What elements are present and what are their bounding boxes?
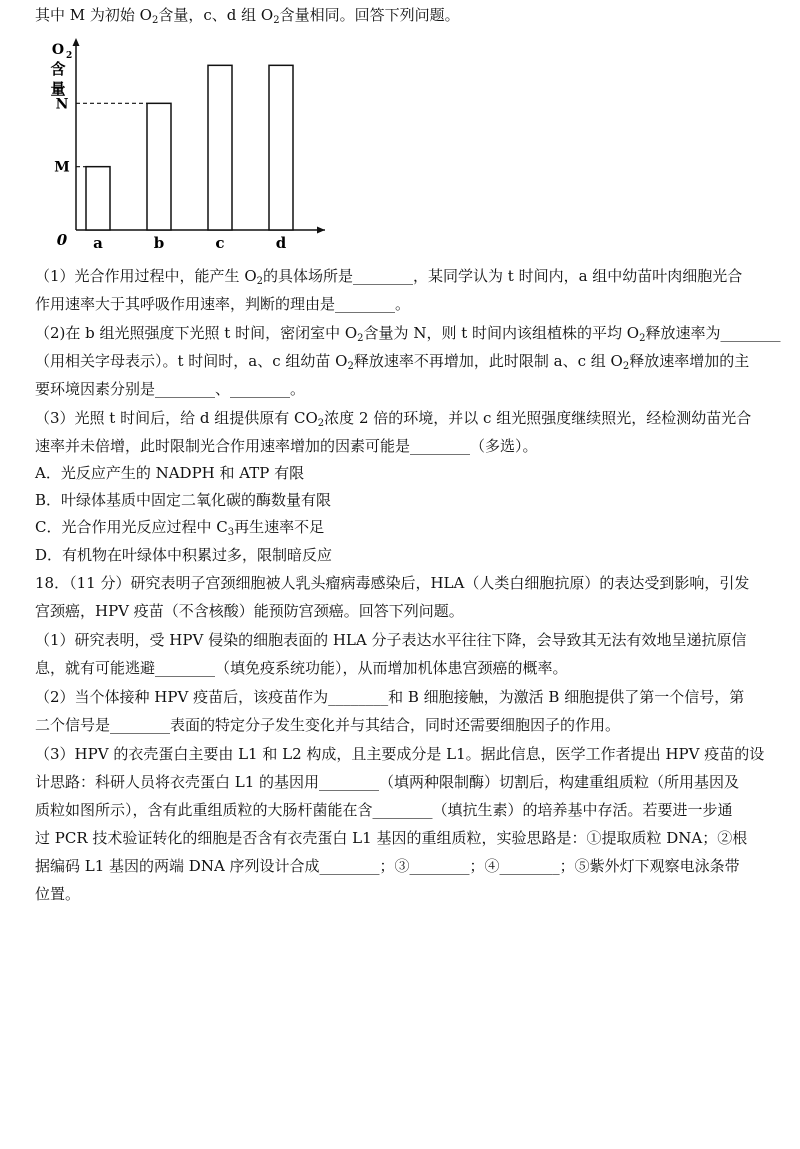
q2-l2-c: 释放速率增加的主: [629, 352, 750, 370]
x-axis-arrow: [317, 227, 325, 234]
q18-p1-2: 息，就有可能逃避________（填免疫系统功能），从而增加机体患宫颈癌的概率。: [35, 659, 568, 677]
q3-opt-b-text: B．叶绿体基质中固定二氧化碳的酶数量有限: [35, 491, 332, 509]
y-axis-label-char: 量: [50, 80, 66, 98]
q2-line-1: [35, 323, 780, 343]
bar-b: [147, 103, 171, 230]
q1-line-2: [35, 294, 410, 314]
q18-p2-line-1: [35, 687, 744, 707]
q3-opt-c-b: 再生速率不足: [234, 518, 325, 536]
y-axis-label-o: O: [51, 42, 65, 58]
q18-p2-1: （2）当个体接种 HPV 疫苗后，该疫苗作为________和 B 细胞接触，为激活 B 细胞提供了第一个信号，第: [35, 688, 745, 706]
intro-pre: 其中 M 为初始 O: [35, 6, 152, 24]
q18-p2-2: 二个信号是________表面的特定分子发生变化并与其结合，同时还需要细胞因子的作用。: [35, 716, 621, 734]
q18-p3-1: （3）HPV 的衣壳蛋白主要由 L1 和 L2 构成，且主要成分是 L1。据此信息，医学工作者提出 HPV 疫苗的设: [35, 745, 765, 763]
q18-head1-text: 18．（11 分）研究表明子宫颈细胞被人乳头瘤病毒感染后，HLA（人类白细胞抗原）的表达受到影响，引发: [35, 574, 750, 592]
q18-p3-4: 过 PCR 技术验证转化的细胞是否含有衣壳蛋白 L1 基因的重组质粒，实验思路是：①提取质粒 DNA；②根: [35, 829, 748, 847]
bar-c: [208, 65, 232, 230]
q1-l1-pre: （1）光合作用过程中，能产生 O: [35, 267, 257, 285]
y-axis-label-char: 含: [50, 60, 66, 78]
q18-p3-5: 据编码 L1 基因的两端 DNA 序列设计合成________；③________；④________；⑤紫外灯下观察电泳条带: [35, 857, 740, 875]
q18-p3-line-2: [35, 772, 739, 792]
ref-label-M: M: [54, 159, 70, 176]
q1-l1-sub: 2: [256, 276, 263, 287]
q18-p3-line-4: [35, 828, 747, 848]
q18-p3-3: 质粒如图所示），含有此重组质粒的大肠杆菌能在含________（填抗生素）的培养基中存活。若要进一步通: [35, 801, 733, 819]
q18-p3-2: 计思路：科研人员将衣壳蛋白 L1 的基因用________（填两种限制酶）切割后，构建重组质粒（所用基因及: [35, 773, 740, 791]
intro-line: [35, 5, 460, 25]
q2-l2-b: 释放速率不再增加，此时限制 a、c 组 O: [353, 352, 623, 370]
q2-l1-b: 含量为 N，则 t 时间内该组植株的平均 O: [363, 324, 640, 342]
q18-p1-1: （1）研究表明，受 HPV 侵染的细胞表面的 HLA 分子表达水平往往下降，会导致其无法有效地呈递抗原信: [35, 631, 747, 649]
q3-option-a: [35, 463, 304, 483]
q18-p2-line-2: [35, 715, 620, 735]
q1-line-1: [35, 266, 742, 286]
q3-l1-sub: 2: [317, 418, 325, 429]
q3-opt-d-text: D．有机物在叶绿体中积累过多，限制暗反应: [35, 546, 333, 564]
q3-line-2: [35, 436, 538, 456]
q18-p3-line-3: [35, 800, 733, 820]
bar-d: [269, 65, 293, 230]
category-label-a: a: [93, 234, 103, 252]
q2-l2-sub: 2: [347, 361, 354, 372]
intro-post: 含量相同。回答下列问题。: [279, 6, 460, 24]
q3-option-d: [35, 545, 332, 565]
bar-a: [86, 167, 110, 230]
chart-svg: [40, 30, 340, 255]
q2-l2-sub2: 2: [622, 361, 630, 372]
intro-mid: 含量，c、d 组 O: [158, 6, 274, 24]
q3-opt-a-text: A．光反应产生的 NADPH 和 ATP 有限: [35, 464, 305, 482]
q2-line-2: [35, 351, 749, 371]
intro-sub2: 2: [273, 15, 280, 26]
q1-l1-post: 的具体场所是________，某同学认为 t 时间内，a 组中幼苗叶肉细胞光合: [263, 267, 743, 285]
q3-line-1: [35, 408, 751, 428]
q2-l1-a: （2)在 b 组光照强度下光照 t 时间，密闭室中 O: [35, 324, 358, 342]
q3-option-c: [35, 517, 324, 537]
q18-head2-text: 宫颈癌，HPV 疫苗（不含核酸）能预防宫颈癌。回答下列问题。: [35, 602, 464, 620]
q18-p3-6: 位置。: [35, 885, 81, 903]
q18-p3-line-1: [35, 744, 764, 764]
y-axis-label-sub: 2: [66, 51, 73, 61]
q2-line-3: [35, 379, 305, 399]
q2-l1-sub: 2: [357, 333, 364, 344]
q18-p1-line-1: [35, 630, 747, 650]
q2-l3: 要环境因素分别是________、________。: [35, 380, 306, 398]
q18-p1-line-2: [35, 658, 568, 678]
o2-bar-chart: [40, 30, 340, 255]
q18-head-1: [35, 573, 749, 593]
q1-l2: 作用速率大于其呼吸作用速率，判断的理由是________。: [35, 295, 411, 313]
y-axis-arrow: [73, 38, 80, 46]
q3-l1-a: （3）光照 t 时间后，给 d 组提供原有 CO: [35, 409, 318, 427]
q3-opt-c-a: C．光合作用光反应过程中 C: [35, 518, 228, 536]
origin-label: 0: [56, 231, 68, 249]
ref-label-N: N: [55, 96, 69, 113]
q18-head-2: [35, 601, 464, 621]
q2-l2-a: （用相关字母表示）。t 时间时，a、c 组幼苗 O: [35, 352, 348, 370]
q3-l1-b: 浓度 2 倍的环境，并以 c 组光照强度继续照光，经检测幼苗光合: [324, 409, 752, 427]
q3-opt-c-sub: 3: [227, 527, 235, 538]
category-label-b: b: [153, 234, 165, 252]
q18-p3-line-5: [35, 856, 740, 876]
q3-l2: 速率并未倍增，此时限制光合作用速率增加的因素可能是________（多选）。: [35, 437, 538, 455]
intro-sub: 2: [151, 15, 159, 26]
q3-option-b: [35, 490, 331, 510]
q2-l1-sub2: 2: [639, 333, 646, 344]
q2-l1-c: 释放速率为________: [645, 324, 781, 342]
category-label-c: c: [215, 234, 225, 252]
q18-p3-line-6: [35, 884, 80, 904]
category-label-d: d: [275, 234, 287, 252]
